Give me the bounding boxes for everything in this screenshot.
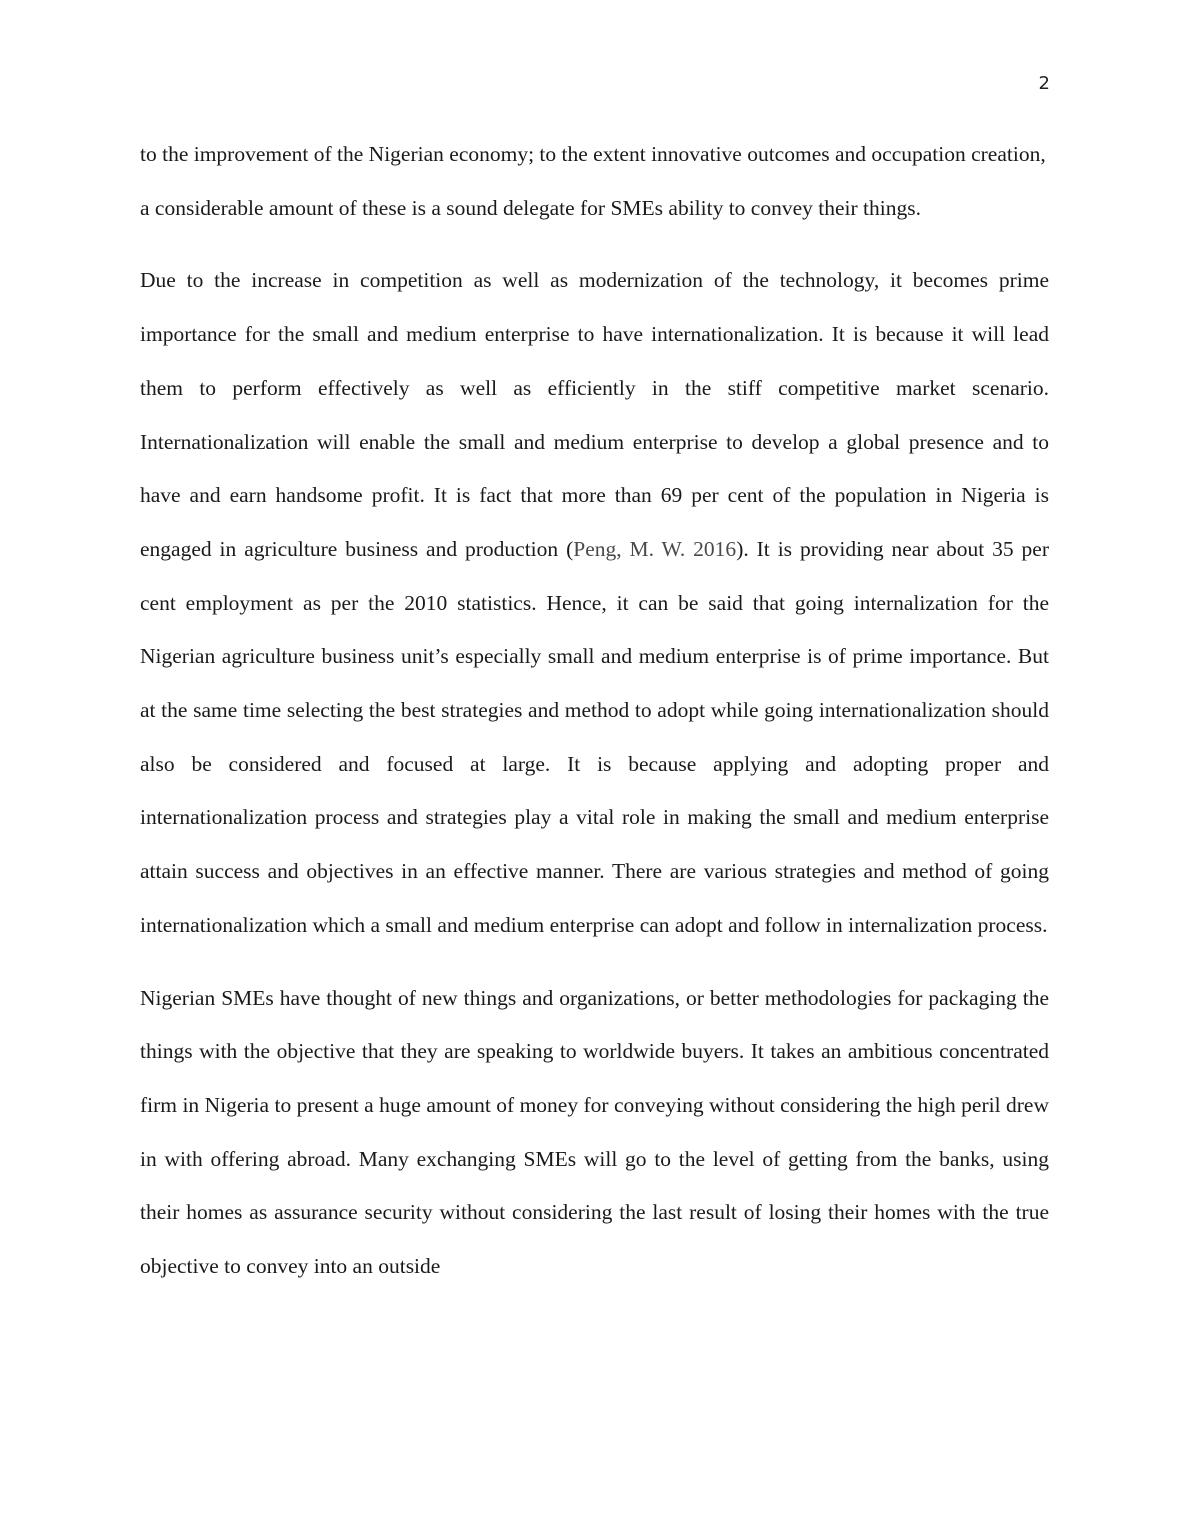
paragraph-text-after-citation: ). It is providing near about 35 per cent employment as per the 2010 statistics. Hence, it can be said that going internalization for the Nigerian agriculture business unit’s especially small and medium enterprise is of prime importance. But at the same time selecting the best strategies and method to adopt while going internationalization should also be considered and focused at large. It is because applying and adopting proper and internationalization process and strategies play a vital role in making the small and medium enterprise attain success and objectives in an effective manner. There are various strategies and method of going internationalization which a small and medium enterprise can adopt and follow in internalization process. [140, 536, 1049, 937]
paragraph-continuation: to the improvement of the Nigerian economy; to the extent innovative outcomes and occupation creation, a considerable amount of these is a sound delegate for SMEs ability to convey their things. [140, 142, 1046, 220]
paragraph-text-before-citation: Due to the increase in competition as well as modernization of the technology, it becomes prime importance for the small and medium enterprise to have internationalization. It is because it will lead them to perform effectively as well as efficiently in the stiff competitive market scenario. Internationalization will enable the small and medium enterprise to develop a global presence and to have and earn handsome profit. It is fact that more than 69 per cent of the population in Nigeria is engaged in agriculture business and production ( [140, 268, 1049, 561]
paragraph-internationalization [140, 254, 1049, 952]
body-text [140, 128, 1049, 1313]
paragraph-nigerian-smes: Nigerian SMEs have thought of new things and organizations, or better methodologies for packaging the things with the objective that they are speaking to worldwide buyers. It takes an ambitious concentrated firm in Nigeria to present a huge amount of money for conveying without considering the high peril drew in with offering abroad. Many exchanging SMEs will go to the level of getting from the banks, using their homes as assurance security without considering the last result of losing their homes with the true objective to convey into an outside [140, 985, 1049, 1279]
citation: Peng, M. W. 2016 [573, 536, 737, 561]
page-number: 2 [1038, 73, 1050, 94]
